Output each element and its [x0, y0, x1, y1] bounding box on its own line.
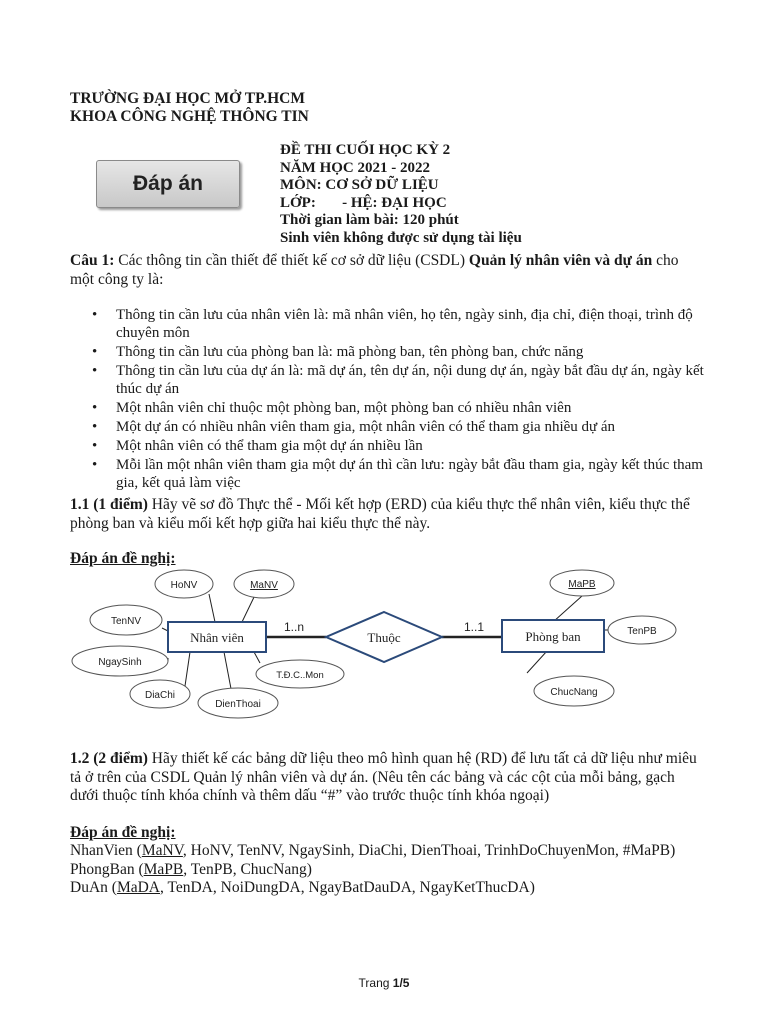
list-item: • Một nhân viên có thể tham gia một dự án nhiều lần: [92, 437, 704, 455]
schema-phongban: [70, 861, 704, 880]
question-1-2: [70, 750, 704, 806]
question-1-1: [70, 496, 704, 533]
schema-list: [70, 842, 704, 898]
requirements-list: [92, 306, 704, 493]
list-item: • Một nhân viên chỉ thuộc một phòng ban, một phòng ban có nhiều nhân viên: [92, 399, 704, 417]
question-1-1-label: 1.1 (1 điểm): [70, 496, 148, 513]
schema-columns: , TenDA, NoiDungDA, NgayBatDauDA, NgayKetThucDA): [160, 879, 535, 896]
university-name: TRƯỜNG ĐẠI HỌC MỞ TP.HCM: [70, 90, 305, 107]
question1-label: Câu 1:: [70, 252, 115, 269]
primary-key: MaPB: [143, 860, 184, 878]
relationship-thuoc: Thuộc: [367, 630, 401, 645]
primary-key: MaNV: [141, 842, 183, 859]
schema-columns: , HoNV, TenNV, NgaySinh, DiaChi, DienThoai, TrinhDoChuyenMon, #MaPB): [182, 842, 676, 859]
exam-subject: MÔN: CƠ SỞ DỮ LIỆU: [280, 177, 439, 193]
question1-intro-bold: Quản lý nhân viên và dự án: [468, 252, 653, 269]
suggested-answer-label-2: Đáp án đề nghị:: [70, 824, 176, 841]
page-footer: [0, 976, 768, 990]
suggested-answer-label: Đáp án đề nghị:: [70, 550, 176, 567]
attr-mapb: MaPB: [568, 579, 596, 590]
question-1-2-label: 1.2 (2 điểm): [70, 750, 148, 767]
page-number: 1/5: [392, 976, 410, 990]
schema-name: PhongBan (: [70, 860, 144, 878]
exam-time: Thời gian làm bài: 120 phút: [280, 212, 459, 228]
attr-honv: HoNV: [170, 580, 198, 591]
exam-year: NĂM HỌC 2021 - 2022: [280, 159, 430, 176]
attr-manv: MaNV: [250, 580, 278, 591]
list-item: • Một dự án có nhiều nhân viên tham gia, một nhân viên có thể tham gia nhiều dự án: [92, 418, 704, 436]
erd-diagram: [60, 566, 700, 726]
schema-nhanvien: [70, 842, 704, 861]
schema-name: DuAn (: [70, 879, 117, 896]
cardinality-left: 1..n: [284, 620, 305, 634]
question1-intro: [70, 252, 704, 289]
entity-nhanvien: Nhân viên: [190, 630, 244, 645]
list-item: • Thông tin cần lưu của phòng ban là: mã phòng ban, tên phòng ban, chức năng: [92, 343, 704, 361]
attr-trinhdo: T.Đ.C..Mon: [276, 670, 324, 681]
question-1-2-text: Hãy thiết kế các bảng dữ liệu theo mô hình quan hệ (RD) để lưu tất cả dữ liệu như miêu tả ở trên của CSDL Quản lý nhân viên và dự án. (Nêu tên các bảng và các cột của mỗi bảng, gạch dưới thuộc tính khóa chính và thêm dấu “#” vào trước thuộc tính khóa ngoại): [70, 750, 697, 804]
exam-note: Sinh viên không được sử dụng tài liệu: [280, 229, 522, 246]
exam-title: ĐỀ THI CUỐI HỌC KỲ 2: [280, 142, 451, 158]
schema-duan: [70, 879, 704, 898]
faculty-name: KHOA CÔNG NGHỆ THÔNG TIN: [70, 108, 309, 125]
attr-tennv: TenNV: [110, 616, 142, 627]
exam-class: LỚP: - HỆ: ĐẠI HỌC: [280, 194, 447, 211]
attr-tenpb: TenPB: [627, 626, 657, 637]
schema-columns: , TenPB, ChucNang): [183, 860, 312, 878]
page-prefix: Trang: [358, 976, 393, 990]
cardinality-right: 1..1: [464, 620, 485, 634]
attr-dienthoai: DienThoai: [215, 699, 261, 710]
list-item: • Thông tin cần lưu của dự án là: mã dự án, tên dự án, nội dung dự án, ngày bắt đầu dự án, ngày kết thúc dự án: [92, 362, 704, 398]
answer-badge: Đáp án: [96, 160, 240, 208]
exam-info: [280, 142, 522, 247]
primary-key: MaDA: [116, 879, 160, 896]
question1-intro-end: cho một công ty là:: [70, 252, 679, 288]
attr-chucnang: ChucNang: [550, 687, 598, 698]
list-item: • Mỗi lần một nhân viên tham gia một dự án thì cần lưu: ngày bắt đầu tham gia, ngày kết thúc tham gia, kết quả làm việc: [92, 456, 704, 492]
suggested-answer-heading-2: [70, 824, 176, 843]
attr-ngaysinh: NgaySinh: [98, 657, 142, 668]
attr-diachi: DiaChi: [144, 690, 176, 701]
list-item: • Thông tin cần lưu của nhân viên là: mã nhân viên, họ tên, ngày sinh, địa chỉ, điện thoại, trình độ chuyên môn: [92, 306, 704, 342]
question-1-1-text: Hãy vẽ sơ đồ Thực thể - Mối kết hợp (ERD) của kiểu thực thể nhân viên, kiểu thực thể phòng ban và kiểu mối kết hợp giữa hai kiểu thực thể này.: [70, 496, 690, 532]
question1-intro-text: Các thông tin cần thiết để thiết kế cơ sở dữ liệu (CSDL): [114, 252, 469, 269]
schema-name: NhanVien (: [70, 842, 142, 859]
entity-phongban: Phòng ban: [525, 629, 581, 644]
